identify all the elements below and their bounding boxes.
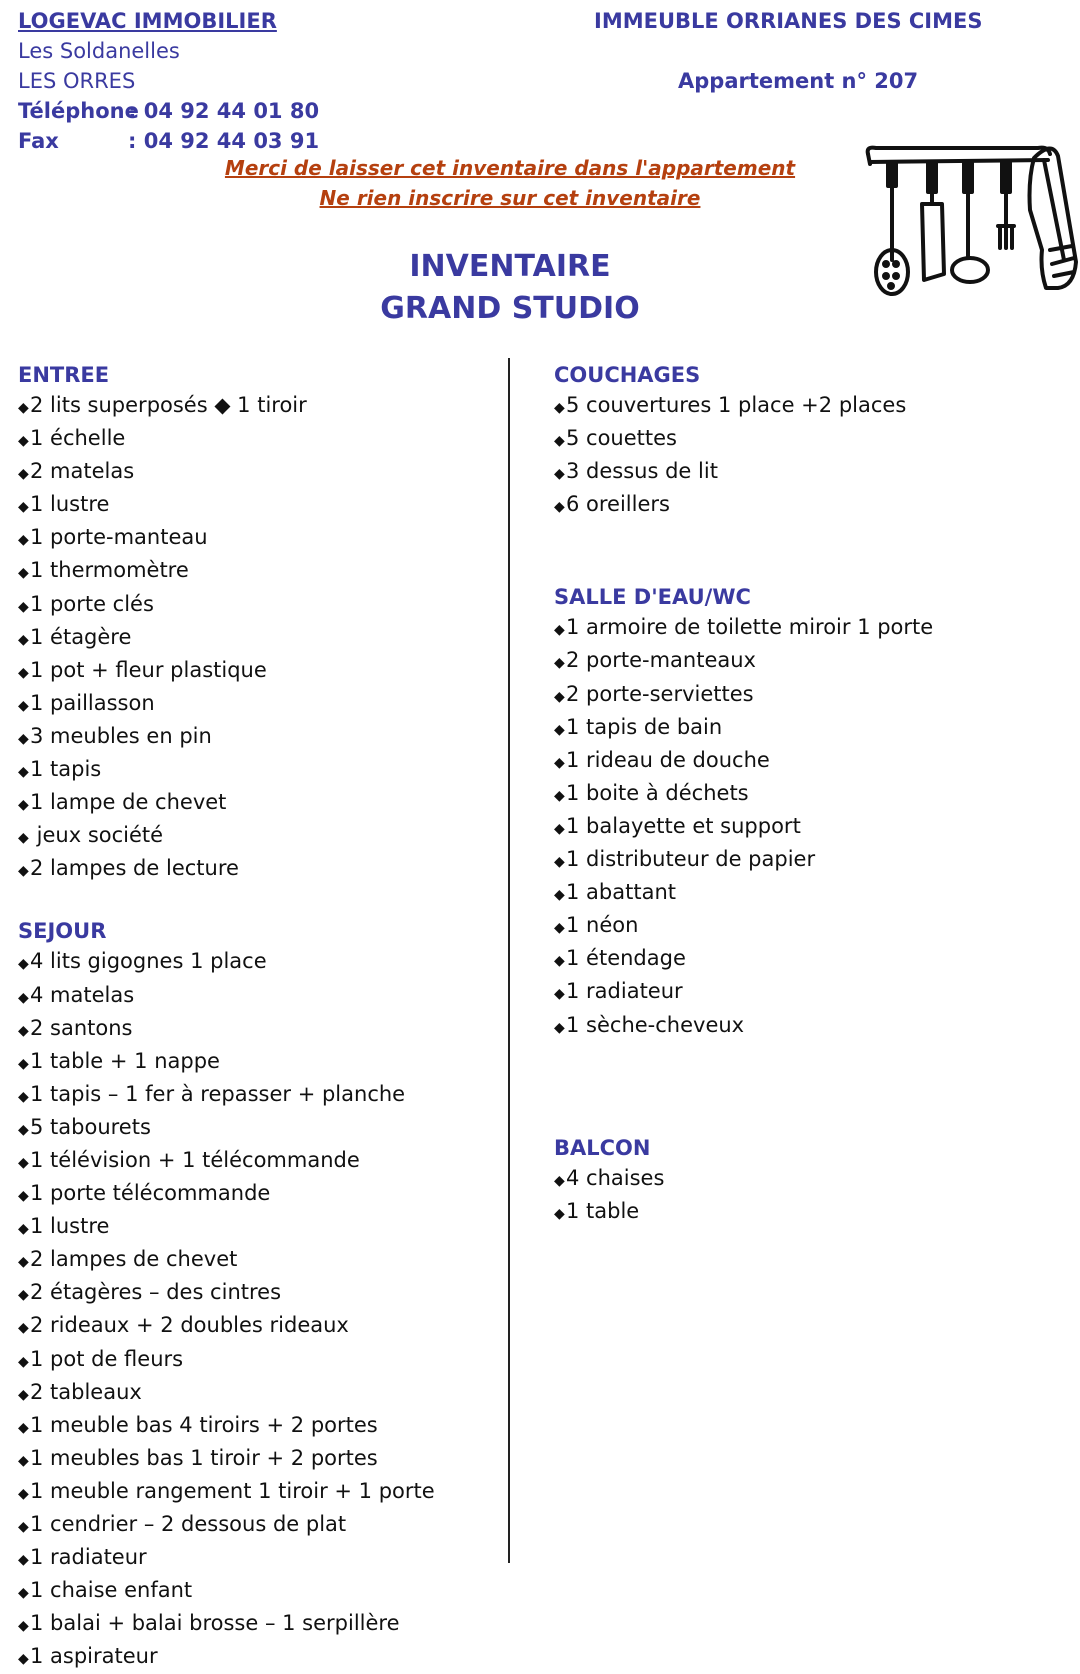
bullet-icon: ◆ — [554, 854, 565, 871]
item-text: 3 meubles en pin — [30, 723, 212, 748]
bullet-icon: ◆ — [18, 1353, 29, 1370]
item-text: 5 couvertures 1 place +2 places — [566, 393, 907, 417]
bullet-icon: ◆ — [18, 1386, 29, 1403]
building-name: IMMEUBLE ORRIANES DES CIMES — [594, 9, 983, 33]
bullet-icon: ◆ — [18, 664, 29, 681]
list-item — [18, 1211, 435, 1244]
bullet-icon: ◆ — [554, 787, 565, 804]
bullet-icon: ◆ — [554, 688, 565, 705]
item-list — [18, 946, 435, 1674]
item-text: 1 étagère — [30, 624, 132, 649]
item-text: 1 balai + balai brosse – 1 serpillère — [30, 1611, 400, 1636]
item-text: 2 étagères – des cintres — [30, 1280, 282, 1305]
section-title: SALLE D'EAU/WC — [554, 585, 751, 610]
list-item — [18, 1575, 435, 1608]
residence-name: Les Soldanelles — [18, 39, 180, 63]
item-text: 1 tapis – 1 fer à repasser + planche — [30, 1081, 406, 1106]
list-item — [18, 1476, 435, 1509]
bullet-icon: ◆ — [18, 730, 29, 747]
item-text: 1 meuble rangement 1 tiroir + 1 porte — [30, 1478, 435, 1503]
list-item — [18, 853, 435, 886]
list-item — [18, 1046, 435, 1079]
section-title: ENTREE — [18, 363, 110, 387]
bullet-icon: ◆ — [18, 400, 29, 416]
item-text: 2 lampes de lecture — [30, 856, 239, 881]
bullet-icon: ◆ — [18, 1022, 29, 1039]
apartment-number: Appartement n° 207 — [678, 69, 919, 93]
list-item — [554, 943, 933, 976]
item-text: 1 balayette et support — [566, 813, 801, 838]
list-item — [554, 1196, 933, 1229]
bullet-icon: ◆ — [554, 721, 565, 738]
bullet-icon: ◆ — [18, 532, 29, 549]
fax-label: Fax — [18, 129, 59, 153]
item-text: jeux société — [30, 823, 164, 848]
list-item — [18, 655, 435, 688]
bullet-icon: ◆ — [554, 1019, 565, 1036]
item-text: 1 pot de fleurs — [30, 1346, 184, 1371]
bullet-icon: ◆ — [18, 797, 29, 814]
list-item — [18, 1509, 435, 1542]
item-text: 2 santons — [30, 1015, 133, 1040]
bullet-icon: ◆ — [18, 1254, 29, 1271]
item-list — [18, 390, 435, 886]
bullet-icon: ◆ — [554, 953, 565, 970]
list-item — [18, 1344, 435, 1377]
item-text: 4 matelas — [30, 982, 135, 1007]
item-text: 1 thermomètre — [30, 558, 189, 583]
phone-number: : 04 92 44 01 80 — [128, 99, 320, 123]
bullet-icon: ◆ — [18, 565, 29, 582]
item-text: 1 échelle — [30, 426, 126, 451]
list-item — [18, 522, 435, 555]
item-text: 1 étendage — [566, 946, 686, 971]
item-text: 5 couettes — [566, 426, 677, 451]
bullet-icon: ◆ — [18, 764, 29, 781]
list-item — [18, 1377, 435, 1410]
bullet-icon: ◆ — [18, 598, 29, 615]
item-text: 1 lustre — [30, 1214, 110, 1239]
list-item — [18, 754, 435, 787]
list-item — [554, 976, 933, 1009]
bullet-icon: ◆ — [554, 920, 565, 937]
phone-label: Téléphone — [18, 99, 139, 123]
item-text: 2 matelas — [30, 459, 135, 484]
list-item — [18, 390, 435, 423]
list-item — [18, 688, 435, 721]
section-title: COUCHAGES — [554, 363, 701, 387]
item-text: 1 table + 1 nappe — [30, 1048, 220, 1073]
list-item — [18, 1443, 435, 1476]
list-item — [554, 423, 933, 456]
list-item — [554, 712, 933, 745]
item-text: 4 lits gigognes 1 place — [30, 949, 267, 974]
bullet-icon: ◆ — [18, 1287, 29, 1304]
section-title: BALCON — [554, 1135, 651, 1160]
bullet-icon: ◆ — [18, 1651, 29, 1668]
list-item — [554, 612, 933, 645]
item-text: 1 chaise enfant — [30, 1578, 193, 1603]
item-text: 1 sèche-cheveux — [566, 1012, 745, 1037]
bullet-icon: ◆ — [18, 956, 29, 973]
bullet-icon: ◆ — [18, 499, 29, 516]
list-item — [18, 622, 435, 655]
bullet-icon: ◆ — [18, 1121, 29, 1138]
list-item — [18, 1277, 435, 1310]
list-item — [554, 1010, 933, 1043]
notice-keep-inventory: Merci de laisser cet inventaire dans l'appartement — [224, 156, 796, 180]
fax-number: : 04 92 44 03 91 — [128, 129, 320, 153]
item-text: 1 porte télécommande — [30, 1181, 271, 1206]
item-list — [554, 390, 933, 522]
bullet-icon: ◆ — [18, 466, 29, 483]
list-item — [18, 589, 435, 622]
town-name: LES ORRES — [18, 69, 136, 93]
item-text: 3 dessus de lit — [566, 459, 718, 484]
section-balcon — [554, 1133, 933, 1229]
item-text: 1 distributeur de papier — [566, 847, 816, 872]
section-title: SEJOUR — [18, 919, 107, 944]
list-item — [18, 980, 435, 1013]
bullet-icon: ◆ — [18, 631, 29, 648]
list-item — [18, 721, 435, 754]
agency-name: LOGEVAC IMMOBILIER — [18, 9, 277, 33]
list-item — [554, 811, 933, 844]
item-text: 2 lampes de chevet — [30, 1247, 238, 1272]
item-text: 1 radiateur — [566, 979, 683, 1004]
item-text: 2 tableaux — [30, 1379, 142, 1404]
item-text: 1 lampe de chevet — [30, 790, 227, 815]
list-item — [554, 489, 933, 522]
item-text: 1 tapis de bain — [566, 714, 723, 739]
list-item — [554, 390, 933, 423]
list-item — [554, 844, 933, 877]
section-couchages — [554, 360, 933, 522]
item-list — [554, 1163, 933, 1229]
bullet-icon: ◆ — [554, 1205, 565, 1222]
list-item — [18, 1013, 435, 1046]
section-entree — [18, 360, 435, 886]
bullet-icon: ◆ — [18, 1055, 29, 1072]
list-item — [554, 645, 933, 678]
list-item — [18, 555, 435, 588]
item-text: 1 abattant — [566, 880, 676, 905]
right-column — [554, 360, 933, 1229]
bullet-icon: ◆ — [18, 433, 29, 450]
section-salle-d-eau — [554, 582, 933, 1042]
item-text: 1 néon — [566, 913, 639, 938]
bullet-icon: ◆ — [554, 986, 565, 1003]
list-item — [18, 1410, 435, 1443]
list-item — [18, 787, 435, 820]
list-item — [554, 877, 933, 910]
inventory-title: INVENTAIRE — [409, 249, 611, 284]
bullet-icon: ◆ — [18, 1552, 29, 1569]
section-sejour — [18, 916, 435, 1674]
bullet-icon: ◆ — [18, 697, 29, 714]
item-text: 1 tapis — [30, 757, 102, 782]
bullet-icon: ◆ — [554, 499, 565, 516]
item-text: 1 cendrier – 2 dessous de plat — [30, 1512, 347, 1536]
bullet-icon: ◆ — [18, 1452, 29, 1469]
item-text: 2 porte-serviettes — [566, 681, 754, 706]
item-text: 1 armoire de toilette miroir 1 porte — [566, 615, 934, 640]
list-item — [18, 946, 435, 979]
list-item — [18, 423, 435, 456]
bullet-icon: ◆ — [18, 989, 29, 1006]
list-item — [18, 1608, 435, 1641]
bullet-icon: ◆ — [18, 1221, 29, 1238]
item-text: 1 porte-manteau — [30, 525, 208, 550]
item-text: 1 lustre — [30, 492, 110, 517]
item-text: 5 tabourets — [30, 1114, 151, 1139]
item-text: 1 rideau de douche — [566, 747, 770, 772]
item-text: 1 pot + fleur plastique — [30, 657, 267, 682]
item-text: 4 chaises — [566, 1165, 665, 1190]
bullet-icon: ◆ — [18, 1485, 29, 1502]
list-item — [18, 1641, 435, 1674]
bullet-icon: ◆ — [554, 754, 565, 771]
bullet-icon: ◆ — [554, 655, 565, 672]
bullet-icon: ◆ — [18, 1320, 29, 1337]
bullet-icon: ◆ — [18, 1519, 29, 1535]
bullet-icon: ◆ — [18, 863, 29, 880]
bullet-icon: ◆ — [18, 1618, 29, 1635]
bullet-icon: ◆ — [554, 622, 565, 639]
bullet-icon: ◆ — [18, 1088, 29, 1105]
inventory-subtitle: GRAND STUDIO — [380, 291, 640, 326]
list-item — [18, 820, 435, 853]
list-item — [554, 745, 933, 778]
bullet-icon: ◆ — [18, 830, 29, 847]
item-text: 1 meubles bas 1 tiroir + 2 portes — [30, 1445, 378, 1470]
bullet-icon: ◆ — [554, 433, 565, 450]
bullet-icon: ◆ — [554, 1172, 565, 1189]
item-text: 1 boite à déchets — [566, 780, 749, 805]
list-item — [554, 910, 933, 943]
item-text: 2 porte-manteaux — [566, 648, 756, 673]
bullet-icon: ◆ — [554, 400, 565, 416]
list-item — [554, 1163, 933, 1196]
bullet-icon: ◆ — [554, 820, 565, 837]
item-text: 6 oreillers — [566, 492, 670, 517]
list-item — [18, 1145, 435, 1178]
list-item — [18, 1079, 435, 1112]
bullet-icon: ◆ — [18, 1419, 29, 1436]
list-item — [18, 456, 435, 489]
bullet-icon: ◆ — [18, 1188, 29, 1205]
item-text: 1 meuble bas 4 tiroirs + 2 portes — [30, 1412, 378, 1437]
left-column — [18, 360, 435, 1674]
bullet-icon: ◆ — [554, 466, 565, 483]
item-list — [554, 612, 933, 1042]
list-item — [554, 679, 933, 712]
column-divider — [508, 358, 510, 1563]
item-text: 1 paillasson — [30, 690, 155, 715]
notice-do-not-write: Ne rien inscrire sur cet inventaire — [319, 186, 701, 210]
item-text: 1 porte clés — [30, 591, 154, 616]
item-text: 1 table — [566, 1198, 640, 1223]
list-item — [18, 1310, 435, 1343]
item-text: 2 rideaux + 2 doubles rideaux — [30, 1313, 349, 1338]
list-item — [18, 1542, 435, 1575]
item-text: 1 aspirateur — [30, 1644, 158, 1669]
item-text: 2 lits superposés ◆ 1 tiroir — [30, 393, 307, 417]
list-item — [18, 1178, 435, 1211]
item-text: 1 télévision + 1 télécommande — [30, 1147, 360, 1172]
list-item — [18, 489, 435, 522]
list-item — [554, 456, 933, 489]
list-item — [18, 1112, 435, 1145]
bullet-icon: ◆ — [18, 1585, 29, 1602]
list-item — [18, 1244, 435, 1277]
list-item — [554, 778, 933, 811]
item-text: 1 radiateur — [30, 1545, 147, 1570]
bullet-icon: ◆ — [18, 1154, 29, 1171]
bullet-icon: ◆ — [554, 887, 565, 904]
